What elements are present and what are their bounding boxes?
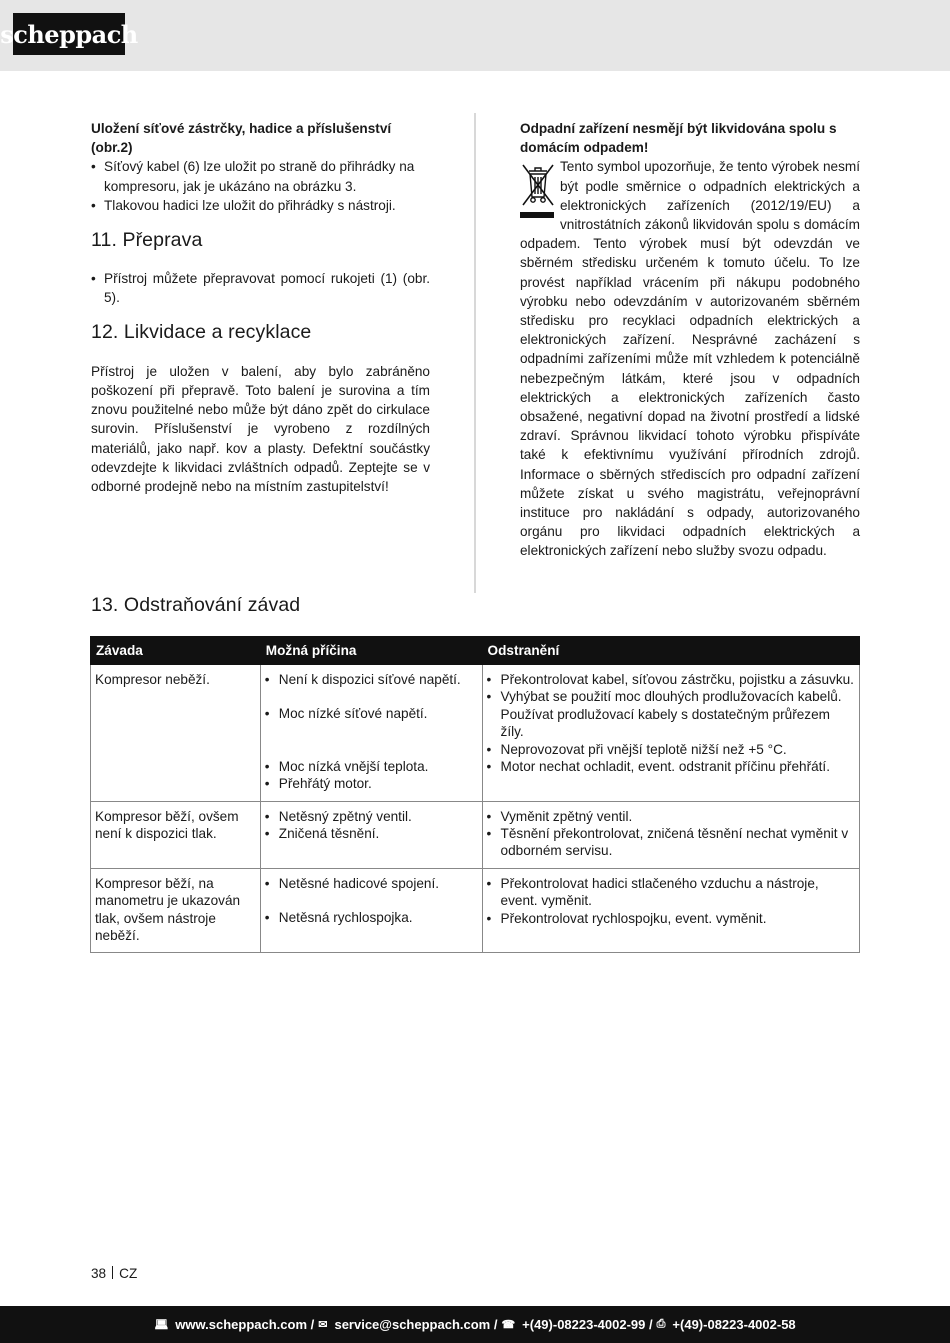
transport-list — [91, 269, 430, 307]
list-item: • Překontrolovat rychlospojku, event. vyměnit. — [487, 910, 855, 927]
troubleshooting-table — [90, 636, 860, 953]
computer-icon: 💻︎ — [154, 1319, 169, 1331]
fault-cell: Kompresor běží, ovšem není k dispozici tlak. — [91, 801, 261, 868]
cause-cell — [260, 801, 482, 868]
page-number-value: 38 — [91, 1266, 107, 1281]
list-item: • Vyměnit zpětný ventil. — [487, 808, 855, 825]
list-item: • Síťový kabel (6) lze uložit po straně do přihrádky na kompresoru, jak je ukázáno na obrázku 3. — [91, 157, 430, 195]
page-number — [91, 1266, 137, 1281]
fault-cell: Kompresor neběží. — [91, 665, 261, 802]
footer-phone: +(49)-08223-4002-99 / — [522, 1317, 653, 1332]
list-item: • Netěsný zpětný ventil. — [265, 808, 478, 825]
footer-bar — [0, 1306, 950, 1343]
list-item: • Zničená těsnění. — [265, 825, 478, 842]
list-item: • Přehřátý motor. — [265, 775, 478, 792]
phone-icon: ☎ — [501, 1319, 516, 1331]
mail-icon: ✉ — [318, 1319, 328, 1331]
table-row — [91, 801, 860, 868]
list-item: • Překontrolovat kabel, síťovou zástrčku, pojistku a zásuvku. — [487, 671, 855, 688]
fax-icon: ⎙ — [656, 1318, 666, 1330]
page-separator — [112, 1266, 113, 1279]
column-header: Odstranění — [482, 637, 859, 665]
storage-heading: Uložení síťové zástrčky, hadice a příslušenství (obr.2) — [91, 121, 392, 156]
page-language: CZ — [119, 1266, 138, 1281]
cause-cell — [260, 868, 482, 953]
disposal-paragraph: Přístroj je uložen v balení, aby bylo zabráněno poškození při přepravě. Toto balení je surovina a tím znovu použitelné nebo může být dáno zpět do cirkulace surovin. Příslušenství je vyrobeno z rozdílných materiálů, jako např. kov a plasty. Defektní součástky odevzdejte k likvidaci zvláštních odpadů. Zeptejte se v odborné prodejně nebo na místním zastupitelství! — [91, 363, 430, 495]
section-11-title: 11. Přeprava — [91, 229, 203, 252]
list-item: • Netěsné hadicové spojení. — [265, 875, 478, 892]
column-header: Možná příčina — [260, 637, 482, 665]
weee-heading: Odpadní zařízení nesmějí být likvidována spolu s domácím odpadem! — [520, 121, 837, 156]
remedy-cell — [482, 801, 859, 868]
table-row — [91, 665, 860, 802]
crossed-out-wheelie-bin-icon — [520, 163, 558, 227]
column-divider — [474, 113, 476, 593]
fault-cell: Kompresor běží, na manometru je ukazován tlak, ovšem nástroje neběží. — [91, 868, 261, 953]
remedy-cell — [482, 665, 859, 802]
list-item: • Tlakovou hadici lze uložit do přihrádky s nástroji. — [91, 196, 430, 215]
right-column — [520, 119, 860, 561]
weee-paragraph: Tento symbol upozorňuje, že tento výrobek nesmí být podle směrnice o odpadních elektrických a elektronických zařízeních (2012/19/EU) a vnitrostátních zákonů likvidován spolu s domácím odpadem. Tento výrobek musí být odevzdán ve sběrném středisku určeném k tomuto účelu. To lze provést například vrácením při nákupu podobného výrobku nebo odevzdáním v autorizovaném sběrném středisku pro recyklaci odpadních elektrických a elektronických zařízení. Nesprávné zacházení s odpadními zařízeními může mít vzhledem k potenciálně nebezpečným látkám, které jsou v odpadních elektrických a elektronických zařízeních často obsažené, negativní dopad na životní prostředí a lidské zdraví. Správnou likvidací tohoto výrobku přispíváte také k efektivnímu využívání přírodních zdrojů. Informace o sběrných střediscích pro odpadní zařízení můžete získat u svého magistrátu, veřejnoprávní instituce pro nakládání s odpady, autorizovaného orgánu pro likvidaci odpadních elektrických a elektronických zařízení nebo služby svozu odpadu. — [520, 159, 860, 559]
footer-email[interactable]: service@scheppach.com / — [334, 1317, 498, 1332]
list-item: • Přístroj můžete přepravovat pomocí rukojeti (1) (obr. 5). — [91, 269, 430, 307]
list-item: • Moc nízká vnější teplota. — [265, 758, 478, 775]
footer-web[interactable]: www.scheppach.com / — [175, 1317, 315, 1332]
section-12-title: 12. Likvidace a recyklace — [91, 320, 312, 343]
list-item: • Není k dispozici síťové napětí. — [265, 671, 478, 688]
list-item: • Vyhýbat se použití moc dlouhých prodlužovacích kabelů. Používat prodlužovací kabely s dostatečným průřezem žíly. — [487, 688, 855, 740]
list-item: • Neprovozovat při vnější teplotě nižší než +5 °C. — [487, 741, 855, 758]
table-row — [91, 868, 860, 953]
remedy-cell — [482, 868, 859, 953]
table-header-row — [91, 637, 860, 665]
list-item: • Moc nízké síťové napětí. — [265, 705, 478, 722]
header-bar — [0, 0, 950, 71]
footer-fax: +(49)-08223-4002-58 — [672, 1317, 796, 1332]
cause-cell — [260, 665, 482, 802]
storage-list — [91, 157, 430, 215]
list-item: • Netěsná rychlospojka. — [265, 909, 478, 926]
column-header: Závada — [91, 637, 261, 665]
section-13-title: 13. Odstraňování závad — [91, 594, 301, 616]
list-item: • Těsnění překontrolovat, zničená těsnění nechat vyměnit v odborném servisu. — [487, 825, 855, 860]
left-column — [91, 119, 430, 496]
list-item: • Motor nechat ochladit, event. odstranit příčinu přehřátí. — [487, 758, 855, 775]
weee-bar — [520, 212, 554, 218]
scheppach-logo: scheppach — [13, 13, 125, 55]
list-item: • Překontrolovat hadici stlačeného vzduchu a nástroje, event. vyměnit. — [487, 875, 855, 910]
